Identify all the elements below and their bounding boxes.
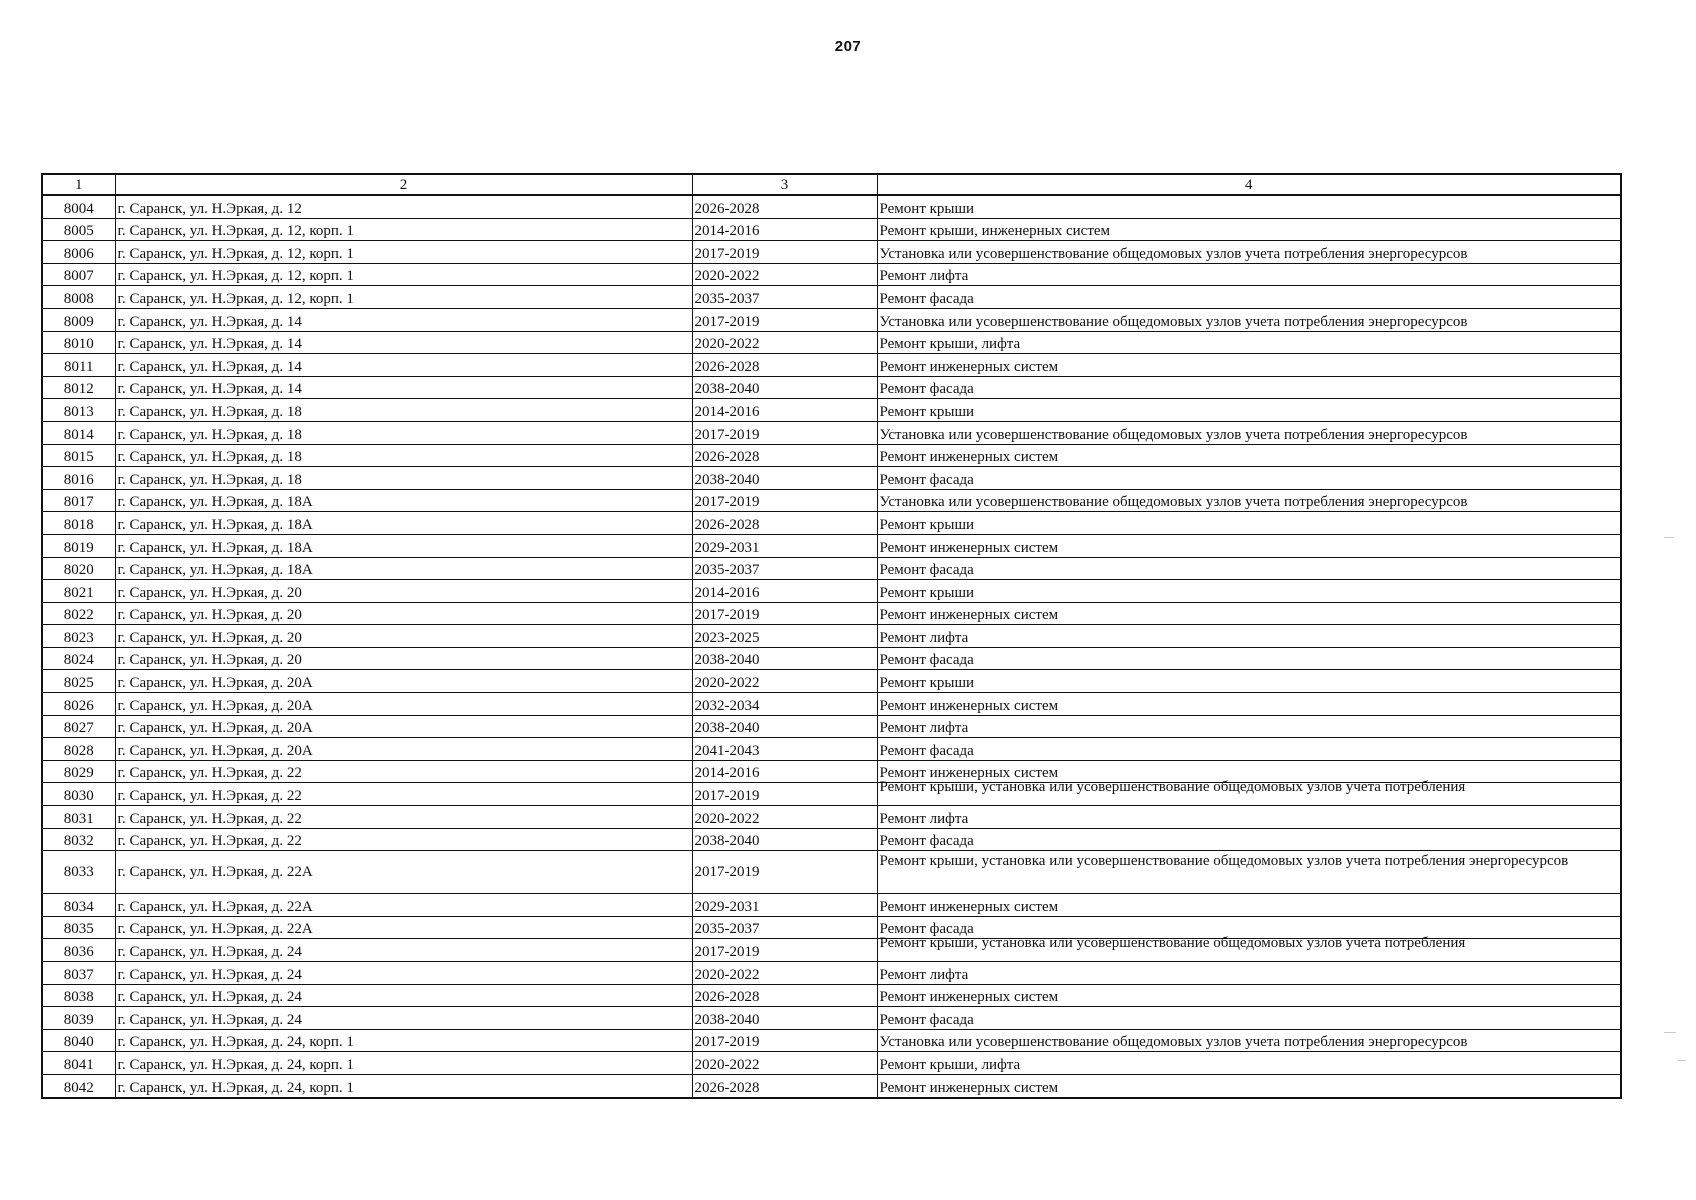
table-row <box>42 376 1621 399</box>
row-number: 8007 <box>42 263 115 286</box>
row-period: 2035-2037 <box>692 557 877 580</box>
row-period: 2017-2019 <box>692 308 877 331</box>
row-period: 2029-2031 <box>692 534 877 557</box>
row-number: 8020 <box>42 557 115 580</box>
header-col-4: 4 <box>877 174 1621 195</box>
row-address: г. Саранск, ул. Н.Эркая, д. 18А <box>115 557 692 580</box>
row-address: г. Саранск, ул. Н.Эркая, д. 24 <box>115 984 692 1007</box>
row-work: Ремонт лифта <box>877 962 1621 985</box>
register-table <box>41 173 1622 1099</box>
row-number: 8016 <box>42 467 115 490</box>
row-work: Ремонт фасада <box>877 467 1621 490</box>
row-number: 8022 <box>42 602 115 625</box>
row-address: г. Саранск, ул. Н.Эркая, д. 22А <box>115 894 692 917</box>
row-address: г. Саранск, ул. Н.Эркая, д. 24, корп. 1 <box>115 1074 692 1097</box>
row-work <box>877 935 1621 962</box>
table-row <box>42 693 1621 716</box>
row-period: 2020-2022 <box>692 806 877 829</box>
row-address: г. Саранск, ул. Н.Эркая, д. 20 <box>115 647 692 670</box>
row-period: 2038-2040 <box>692 376 877 399</box>
row-period: 2026-2028 <box>692 512 877 535</box>
row-number: 8024 <box>42 647 115 670</box>
table-row <box>42 286 1621 309</box>
row-period: 2014-2016 <box>692 399 877 422</box>
row-work: Ремонт крыши <box>877 399 1621 422</box>
header-row <box>42 174 1621 195</box>
row-address: г. Саранск, ул. Н.Эркая, д. 14 <box>115 331 692 354</box>
row-number: 8017 <box>42 489 115 512</box>
row-number: 8026 <box>42 693 115 716</box>
row-number: 8035 <box>42 916 115 939</box>
row-work: Ремонт инженерных систем <box>877 444 1621 467</box>
row-work: Ремонт инженерных систем <box>877 693 1621 716</box>
row-work: Ремонт крыши, установка или усовершенствование общедомовых узлов учета потребления энергоресурсов <box>877 851 1621 894</box>
row-period: 2026-2028 <box>692 444 877 467</box>
row-work: Установка или усовершенствование общедомовых узлов учета потребления энергоресурсов <box>877 489 1621 512</box>
table-row <box>42 894 1621 917</box>
row-period: 2038-2040 <box>692 715 877 738</box>
row-number: 8040 <box>42 1029 115 1052</box>
table-row <box>42 939 1621 962</box>
row-address: г. Саранск, ул. Н.Эркая, д. 14 <box>115 376 692 399</box>
scan-mark <box>1664 537 1674 538</box>
row-period: 2038-2040 <box>692 467 877 490</box>
row-number: 8012 <box>42 376 115 399</box>
row-number: 8030 <box>42 783 115 806</box>
row-number: 8028 <box>42 738 115 761</box>
table-row <box>42 467 1621 490</box>
table-row <box>42 715 1621 738</box>
row-number: 8036 <box>42 939 115 962</box>
row-address: г. Саранск, ул. Н.Эркая, д. 22 <box>115 783 692 806</box>
row-work-text: Ремонт крыши, установка или усовершенствование общедомовых узлов учета потребления <box>879 779 1466 796</box>
row-period: 2029-2031 <box>692 894 877 917</box>
row-period: 2017-2019 <box>692 241 877 264</box>
table-row <box>42 962 1621 985</box>
table-row <box>42 421 1621 444</box>
row-number: 8010 <box>42 331 115 354</box>
row-address: г. Саранск, ул. Н.Эркая, д. 12, корп. 1 <box>115 286 692 309</box>
table-row <box>42 195 1621 218</box>
scan-mark <box>1664 1032 1676 1033</box>
table-row <box>42 263 1621 286</box>
row-work: Ремонт фасада <box>877 916 1621 939</box>
row-period: 2017-2019 <box>692 421 877 444</box>
row-period: 2026-2028 <box>692 984 877 1007</box>
row-address: г. Саранск, ул. Н.Эркая, д. 20А <box>115 670 692 693</box>
table-row <box>42 984 1621 1007</box>
clipped-text <box>879 779 1619 805</box>
row-address: г. Саранск, ул. Н.Эркая, д. 24, корп. 1 <box>115 1029 692 1052</box>
row-number: 8038 <box>42 984 115 1007</box>
table-row <box>42 241 1621 264</box>
row-work: Ремонт лифта <box>877 715 1621 738</box>
row-number: 8008 <box>42 286 115 309</box>
row-work: Ремонт инженерных систем <box>877 354 1621 377</box>
row-address: г. Саранск, ул. Н.Эркая, д. 22А <box>115 916 692 939</box>
row-work: Ремонт инженерных систем <box>877 894 1621 917</box>
row-address: г. Саранск, ул. Н.Эркая, д. 12, корп. 1 <box>115 263 692 286</box>
row-number: 8027 <box>42 715 115 738</box>
row-address: г. Саранск, ул. Н.Эркая, д. 20А <box>115 715 692 738</box>
table-row <box>42 557 1621 580</box>
row-work: Установка или усовершенствование общедомовых узлов учета потребления энергоресурсов <box>877 1029 1621 1052</box>
row-address: г. Саранск, ул. Н.Эркая, д. 20А <box>115 738 692 761</box>
row-address: г. Саранск, ул. Н.Эркая, д. 24 <box>115 939 692 962</box>
row-address: г. Саранск, ул. Н.Эркая, д. 22 <box>115 760 692 783</box>
row-work: Ремонт крыши <box>877 195 1621 218</box>
row-period: 2026-2028 <box>692 195 877 218</box>
row-work: Ремонт инженерных систем <box>877 602 1621 625</box>
row-address: г. Саранск, ул. Н.Эркая, д. 18 <box>115 399 692 422</box>
table-row <box>42 580 1621 603</box>
row-address: г. Саранск, ул. Н.Эркая, д. 14 <box>115 354 692 377</box>
header-col-1: 1 <box>42 174 115 195</box>
row-work: Ремонт крыши <box>877 512 1621 535</box>
row-address: г. Саранск, ул. Н.Эркая, д. 18 <box>115 467 692 490</box>
table-row <box>42 602 1621 625</box>
row-address: г. Саранск, ул. Н.Эркая, д. 22 <box>115 806 692 829</box>
table-row <box>42 738 1621 761</box>
row-address: г. Саранск, ул. Н.Эркая, д. 18А <box>115 512 692 535</box>
row-work: Ремонт инженерных систем <box>877 1074 1621 1097</box>
row-period: 2017-2019 <box>692 939 877 962</box>
row-work: Ремонт инженерных систем <box>877 984 1621 1007</box>
row-address: г. Саранск, ул. Н.Эркая, д. 20 <box>115 580 692 603</box>
table-row <box>42 489 1621 512</box>
row-work: Ремонт крыши, лифта <box>877 1052 1621 1075</box>
row-number: 8032 <box>42 828 115 851</box>
row-period: 2017-2019 <box>692 602 877 625</box>
row-work: Ремонт фасада <box>877 647 1621 670</box>
table-row <box>42 534 1621 557</box>
row-work: Ремонт крыши <box>877 580 1621 603</box>
row-number: 8013 <box>42 399 115 422</box>
row-number: 8039 <box>42 1007 115 1030</box>
row-address: г. Саранск, ул. Н.Эркая, д. 12, корп. 1 <box>115 241 692 264</box>
row-period: 2035-2037 <box>692 916 877 939</box>
row-work: Ремонт инженерных систем <box>877 534 1621 557</box>
row-number: 8018 <box>42 512 115 535</box>
row-number: 8031 <box>42 806 115 829</box>
table-row <box>42 783 1621 806</box>
table-row <box>42 851 1621 894</box>
row-work: Ремонт фасада <box>877 738 1621 761</box>
row-period: 2017-2019 <box>692 1029 877 1052</box>
row-address: г. Саранск, ул. Н.Эркая, д. 18А <box>115 489 692 512</box>
table-row <box>42 331 1621 354</box>
row-number: 8021 <box>42 580 115 603</box>
row-work: Ремонт фасада <box>877 557 1621 580</box>
header-col-2: 2 <box>115 174 692 195</box>
table-row <box>42 354 1621 377</box>
row-period: 2020-2022 <box>692 263 877 286</box>
row-number: 8034 <box>42 894 115 917</box>
row-number: 8011 <box>42 354 115 377</box>
table-row <box>42 625 1621 648</box>
row-address: г. Саранск, ул. Н.Эркая, д. 24 <box>115 962 692 985</box>
table-row <box>42 1007 1621 1030</box>
row-number: 8029 <box>42 760 115 783</box>
table-row <box>42 399 1621 422</box>
row-period: 2023-2025 <box>692 625 877 648</box>
row-number: 8042 <box>42 1074 115 1097</box>
header-col-3: 3 <box>692 174 877 195</box>
row-work: Ремонт фасада <box>877 286 1621 309</box>
row-number: 8005 <box>42 218 115 241</box>
row-period: 2017-2019 <box>692 851 877 894</box>
row-period: 2014-2016 <box>692 580 877 603</box>
clipped-text <box>879 935 1619 961</box>
row-period: 2038-2040 <box>692 1007 877 1030</box>
row-address: г. Саранск, ул. Н.Эркая, д. 24, корп. 1 <box>115 1052 692 1075</box>
row-address: г. Саранск, ул. Н.Эркая, д. 18А <box>115 534 692 557</box>
row-period: 2014-2016 <box>692 760 877 783</box>
row-address: г. Саранск, ул. Н.Эркая, д. 12, корп. 1 <box>115 218 692 241</box>
row-work: Ремонт лифта <box>877 263 1621 286</box>
row-period: 2020-2022 <box>692 962 877 985</box>
row-number: 8037 <box>42 962 115 985</box>
table-body <box>42 195 1621 1098</box>
row-number: 8015 <box>42 444 115 467</box>
row-work: Ремонт фасада <box>877 376 1621 399</box>
table-row <box>42 1052 1621 1075</box>
table-row <box>42 1074 1621 1097</box>
row-period: 2041-2043 <box>692 738 877 761</box>
row-work: Ремонт крыши, лифта <box>877 331 1621 354</box>
row-address: г. Саранск, ул. Н.Эркая, д. 18 <box>115 444 692 467</box>
row-address: г. Саранск, ул. Н.Эркая, д. 20 <box>115 625 692 648</box>
row-address: г. Саранск, ул. Н.Эркая, д. 22А <box>115 851 692 894</box>
table-row <box>42 670 1621 693</box>
row-address: г. Саранск, ул. Н.Эркая, д. 18 <box>115 421 692 444</box>
row-work: Ремонт фасада <box>877 1007 1621 1030</box>
row-period: 2020-2022 <box>692 670 877 693</box>
table-row <box>42 308 1621 331</box>
row-address: г. Саранск, ул. Н.Эркая, д. 20 <box>115 602 692 625</box>
scan-mark <box>1678 1060 1686 1061</box>
row-work: Ремонт крыши <box>877 670 1621 693</box>
table-row <box>42 218 1621 241</box>
row-work: Ремонт лифта <box>877 625 1621 648</box>
table-row <box>42 647 1621 670</box>
row-period: 2020-2022 <box>692 1052 877 1075</box>
row-address: г. Саранск, ул. Н.Эркая, д. 12 <box>115 195 692 218</box>
table-row <box>42 828 1621 851</box>
row-work: Ремонт фасада <box>877 828 1621 851</box>
row-address: г. Саранск, ул. Н.Эркая, д. 22 <box>115 828 692 851</box>
row-period: 2038-2040 <box>692 828 877 851</box>
page-number: 207 <box>834 38 862 55</box>
row-number: 8014 <box>42 421 115 444</box>
row-work: Ремонт крыши, инженерных систем <box>877 218 1621 241</box>
row-number: 8025 <box>42 670 115 693</box>
row-period: 2017-2019 <box>692 783 877 806</box>
row-number: 8041 <box>42 1052 115 1075</box>
row-number: 8023 <box>42 625 115 648</box>
table-row <box>42 1029 1621 1052</box>
row-period: 2017-2019 <box>692 489 877 512</box>
table-row <box>42 512 1621 535</box>
row-work: Установка или усовершенствование общедомовых узлов учета потребления энергоресурсов <box>877 241 1621 264</box>
row-address: г. Саранск, ул. Н.Эркая, д. 24 <box>115 1007 692 1030</box>
row-period: 2014-2016 <box>692 218 877 241</box>
row-period: 2035-2037 <box>692 286 877 309</box>
row-work <box>877 779 1621 806</box>
row-number: 8004 <box>42 195 115 218</box>
row-number: 8006 <box>42 241 115 264</box>
row-work: Ремонт лифта <box>877 806 1621 829</box>
table-row <box>42 806 1621 829</box>
row-address: г. Саранск, ул. Н.Эркая, д. 14 <box>115 308 692 331</box>
row-period: 2020-2022 <box>692 331 877 354</box>
row-number: 8019 <box>42 534 115 557</box>
row-number: 8009 <box>42 308 115 331</box>
row-work: Установка или усовершенствование общедомовых узлов учета потребления энергоресурсов <box>877 421 1621 444</box>
row-number: 8033 <box>42 851 115 894</box>
row-period: 2026-2028 <box>692 1074 877 1097</box>
row-address: г. Саранск, ул. Н.Эркая, д. 20А <box>115 693 692 716</box>
row-work: Установка или усовершенствование общедомовых узлов учета потребления энергоресурсов <box>877 308 1621 331</box>
row-period: 2026-2028 <box>692 354 877 377</box>
row-work-text: Ремонт крыши, установка или усовершенствование общедомовых узлов учета потребления <box>879 935 1466 951</box>
table-row <box>42 444 1621 467</box>
row-work: Ремонт инженерных систем <box>877 760 1621 783</box>
row-period: 2032-2034 <box>692 693 877 716</box>
row-period: 2038-2040 <box>692 647 877 670</box>
